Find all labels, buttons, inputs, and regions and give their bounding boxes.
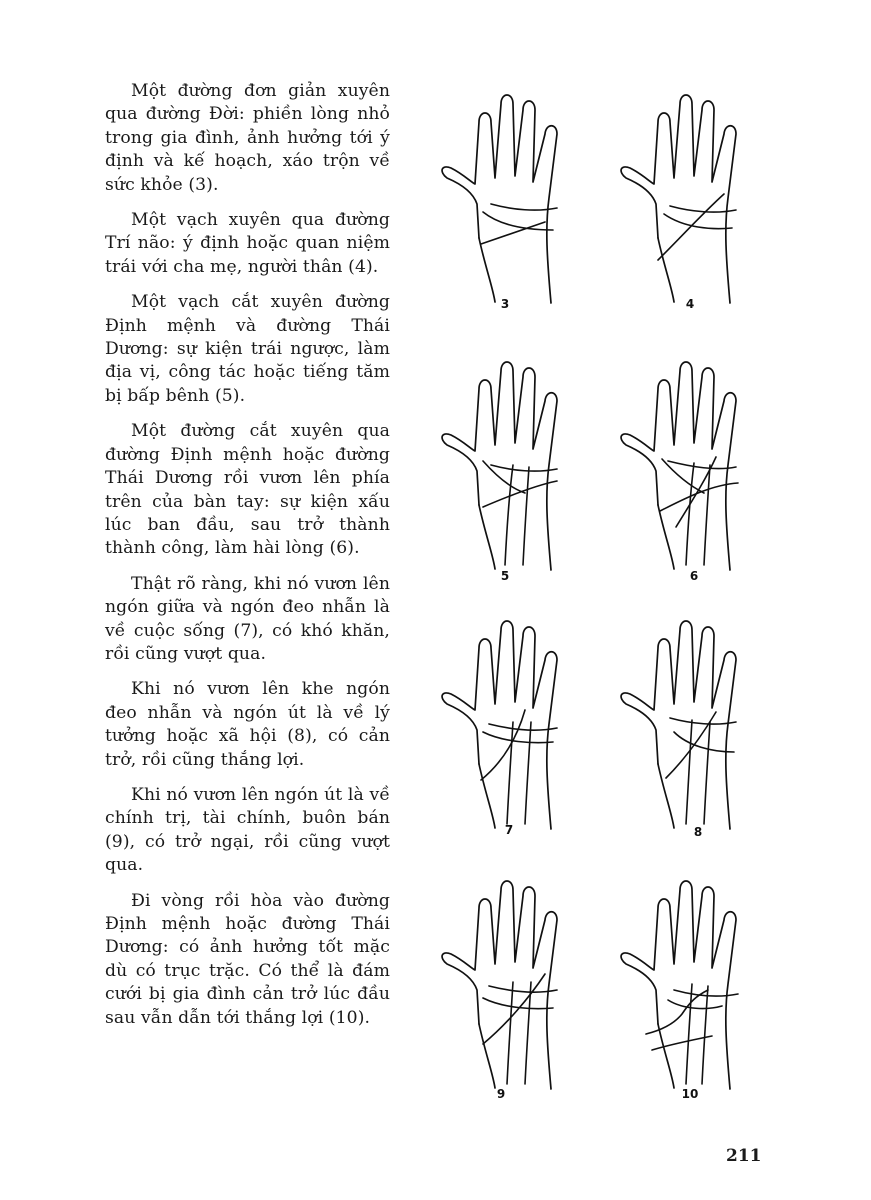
palm-edge	[658, 1024, 674, 1088]
head-line	[483, 461, 525, 493]
heart-line	[670, 718, 736, 724]
paragraph-fig8: Khi nó vươn lên khe ngón đeo nhẫn và ngón út là về lý tưởng hoặc xã hội (8), có cản trở, rồi cũng thắng lợi.	[105, 679, 390, 770]
head-line	[668, 1000, 722, 1008]
palm-figure-9	[433, 874, 583, 1104]
heart-line	[668, 461, 736, 469]
paragraph-fig6: Một đường cắt xuyên qua đường Định mệnh hoặc đường Thái Dương rồi vươn lên phía trên của bàn tay: sự kiện xấu lúc ban đầu, sau trở thành thành công, làm hài lòng (6).	[105, 421, 390, 559]
paragraph-fig10: Đi vòng rồi hòa vào đường Định mệnh hoặc đường Thái Dương: có ảnh hưởng tốt mặc dù có trục trặc. Có thể là đám cưới bị gia đình cản trở lúc đầu sau vẫn dẫn tới thắng lợi (10).	[105, 890, 390, 1028]
looping-line	[646, 990, 708, 1034]
palm-edge	[658, 505, 674, 569]
paragraph-fig4: Một vạch xuyên qua đường Trí não: ý định hoặc quan niệm trái với cha mẹ, người thân (4).	[105, 210, 390, 277]
paragraph-fig9: Khi nó vươn lên ngón út là về chính trị, tài chính, buôn bán (9), có trở ngại, rồi cũng vượt qua.	[105, 784, 390, 876]
heart-line	[489, 986, 557, 992]
figure-number: 10	[681, 1087, 699, 1101]
palm-figure-8	[612, 614, 762, 844]
figure-number: 6	[689, 569, 699, 583]
palm-figure-6	[612, 355, 762, 585]
fate-line	[686, 720, 692, 824]
body-text-column	[105, 80, 390, 1042]
fate-line	[686, 984, 692, 1084]
hand-outline	[621, 362, 736, 570]
head-line	[483, 212, 553, 230]
palm-edge	[658, 238, 674, 302]
head-line	[664, 214, 732, 229]
heart-line	[489, 724, 557, 730]
hand-outline	[442, 881, 557, 1089]
paragraph-fig5: Một vạch cắt xuyên đường Định mệnh và đường Thái Dương: sự kiện trái ngược, làm địa vị, công tác hoặc tiếng tăm bị bấp bênh (5).	[105, 292, 390, 406]
sun-line	[523, 467, 529, 565]
fate-line	[505, 465, 513, 565]
palm-edge	[479, 505, 495, 569]
fate-line	[507, 982, 513, 1084]
palm-figure-4	[612, 88, 762, 318]
hand-outline	[442, 95, 557, 303]
hand-outline	[621, 881, 736, 1089]
palm-figure-3	[433, 88, 583, 318]
page-number: 211	[726, 1146, 762, 1166]
palm-edge	[479, 764, 495, 828]
palm-figure-7	[433, 614, 583, 844]
paragraph-fig3: Một đường đơn giản xuyên qua đường Đời: phiền lòng nhỏ trong gia đình, ảnh hưởng tới ý định và kế hoạch, xáo trộn về sức khỏe (3).	[105, 81, 390, 195]
head-line	[674, 732, 734, 752]
heart-line	[491, 204, 557, 210]
heart-line	[491, 465, 557, 471]
head-line	[483, 732, 553, 743]
figure-number: 5	[500, 569, 510, 583]
fate-line	[507, 722, 513, 824]
head-line	[483, 998, 553, 1009]
hand-outline	[442, 362, 557, 570]
palm-figure-10	[612, 874, 762, 1104]
figure-number: 3	[500, 297, 510, 311]
rising-line	[676, 457, 716, 527]
sun-line	[702, 986, 708, 1084]
crossing-line	[483, 481, 557, 507]
crossing-line	[658, 194, 724, 260]
palm-edge	[479, 238, 495, 302]
sun-line	[704, 722, 710, 824]
paragraph-fig7: Thật rõ ràng, khi nó vươn lên ngón giữa và ngón đeo nhẫn là về cuộc sống (7), có khó khăn, rồi cũng vượt qua.	[105, 573, 390, 664]
sun-line	[525, 722, 531, 824]
palm-edge	[479, 1024, 495, 1088]
figure-number: 8	[693, 825, 703, 839]
figure-number: 4	[685, 297, 695, 311]
hand-outline	[621, 621, 736, 829]
rising-line	[481, 710, 525, 780]
fate-line	[686, 463, 694, 565]
figure-number: 9	[496, 1087, 506, 1101]
figure-number: 7	[504, 823, 514, 837]
palm-figure-5	[433, 355, 583, 585]
palm-edge	[658, 764, 674, 828]
hand-outline	[442, 621, 557, 829]
